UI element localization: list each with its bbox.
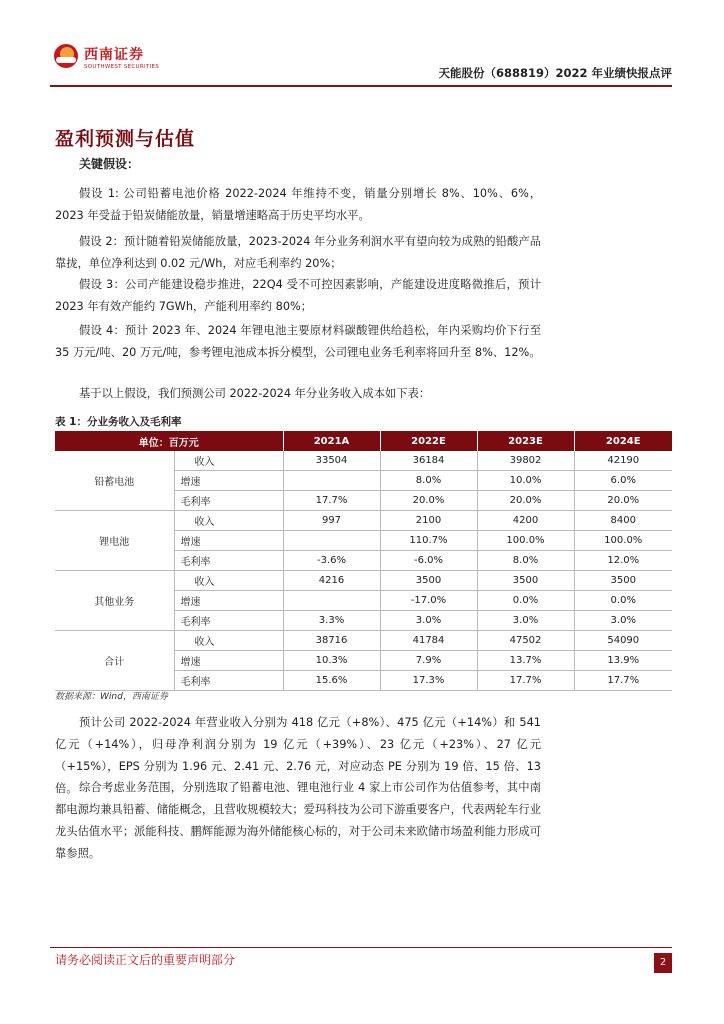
value-cell: 3500 (477, 571, 574, 591)
metric-label: 毛利率 (174, 491, 283, 511)
header-divider (50, 85, 672, 87)
value-cell: 0.0% (477, 591, 574, 611)
segment-table (55, 431, 672, 691)
value-cell: 20.0% (380, 491, 477, 511)
value-cell: 2100 (380, 511, 477, 531)
value-cell: 3.3% (283, 611, 380, 631)
table-intro: 基于以上假设，我们预测公司 2022-2024 年分业务收入成本如下表： (79, 387, 431, 400)
year-header: 2024E (574, 431, 672, 451)
value-cell: -17.0% (380, 591, 477, 611)
table-row (55, 631, 672, 651)
segment-name: 锂电池 (55, 511, 174, 571)
value-cell: 20.0% (477, 491, 574, 511)
assumption-4: 假设 4：预计 2023 年、2024 年锂电池主要原材料碳酸锂供给趋松，年内采购均价下行至 35 万元/吨、20 万元/吨，参考锂电池成本拆分模型，公司锂电业务毛利率将回升至 8%、12%。 (55, 324, 541, 359)
value-cell: 38716 (283, 631, 380, 651)
section-title: 盈利预测与估值 (55, 128, 196, 150)
logo-emblem-icon (54, 44, 78, 68)
value-cell: 54090 (574, 631, 672, 651)
segment-name: 合计 (55, 631, 174, 691)
disclaimer-note: 请务必阅读正文后的重要声明部分 (55, 953, 236, 967)
year-header: 2022E (380, 431, 477, 451)
value-cell: 20.0% (574, 491, 672, 511)
value-cell: 13.7% (477, 651, 574, 671)
logo-en-text: SOUTHWEST SECURITIES (84, 64, 160, 70)
metric-label: 毛利率 (174, 671, 283, 691)
value-cell: 110.7% (380, 531, 477, 551)
value-cell: 36184 (380, 451, 477, 471)
value-cell: 17.7% (477, 671, 574, 691)
value-cell: 0.0% (574, 591, 672, 611)
metric-label: 增速 (174, 651, 283, 671)
metric-label: 增速 (174, 591, 283, 611)
value-cell: 4200 (477, 511, 574, 531)
value-cell: 41784 (380, 631, 477, 651)
value-cell: 47502 (477, 631, 574, 651)
value-cell: 3.0% (380, 611, 477, 631)
value-cell: 17.3% (380, 671, 477, 691)
page-number: 2 (654, 953, 672, 973)
value-cell: 33504 (283, 451, 380, 471)
table-header-row (55, 431, 672, 451)
value-cell: 100.0% (574, 531, 672, 551)
value-cell: -6.0% (380, 551, 477, 571)
table-row (55, 571, 672, 591)
value-cell: 12.0% (574, 551, 672, 571)
value-cell: 39802 (477, 451, 574, 471)
segment-name: 铅蓄电池 (55, 451, 174, 511)
table-caption: 表 1：分业务收入及毛利率 (55, 416, 182, 428)
value-cell: 6.0% (574, 471, 672, 491)
assumption-1: 假设 1: 公司铅蓄电池价格 2022-2024 年维持不变，销量分别增长 8%、10%、6%，2023 年受益于铅炭储能放量，销量增速略高于历史平均水平。 (55, 187, 541, 222)
value-cell: 4216 (283, 571, 380, 591)
unit-header: 单位：百万元 (55, 431, 283, 451)
value-cell: 100.0% (477, 531, 574, 551)
year-header: 2021A (283, 431, 380, 451)
table-source: 数据来源：Wind，西南证券 (55, 692, 168, 702)
value-cell: 8.0% (380, 471, 477, 491)
forecast-paragraph: 预计公司 2022-2024 年营业收入分别为 418 亿元（+8%）、475 亿元（+14%）和 541 亿元（+14%），归母净利润分别为 19 亿元（+39%）、23 亿元（+23%）、27 亿元（+15%），EPS 分别为 1.96 元、2.41 元、2.76 元，对应动态 PE 分别为 19 倍、15 倍、13 倍。 (55, 716, 541, 795)
segment-name: 其他业务 (55, 571, 174, 631)
value-cell: 997 (283, 511, 380, 531)
value-cell: 10.0% (477, 471, 574, 491)
year-header: 2023E (477, 431, 574, 451)
value-cell (283, 591, 380, 611)
page-header (50, 40, 672, 80)
metric-label: 毛利率 (174, 551, 283, 571)
key-assumptions-heading: 关键假设： (79, 157, 140, 171)
assumption-3: 假设 3：公司产能建设稳步推进，22Q4 受不可控因素影响，产能建设进度略微推后，预计 2023 年有效产能约 7GWh，产能利用率约 80%； (55, 278, 541, 313)
value-cell: 15.6% (283, 671, 380, 691)
table-row (55, 511, 672, 531)
metric-label: 收入 (174, 451, 283, 471)
metric-label: 毛利率 (174, 611, 283, 631)
metric-label: 收入 (174, 511, 283, 531)
value-cell: 17.7% (283, 491, 380, 511)
footer-divider (50, 947, 672, 948)
assumption-2: 假设 2：预计随着铅炭储能放量，2023-2024 年分业务利润水平有望向较为成熟的铅酸产品靠拢，单位净利达到 0.02 元/Wh，对应毛利率约 20%； (55, 235, 541, 270)
value-cell: 8400 (574, 511, 672, 531)
value-cell: 3500 (574, 571, 672, 591)
logo-cn-text: 西南证券 (84, 47, 144, 63)
value-cell: 8.0% (477, 551, 574, 571)
table-row (55, 451, 672, 471)
metric-label: 增速 (174, 531, 283, 551)
value-cell: 42190 (574, 451, 672, 471)
value-cell (283, 471, 380, 491)
value-cell (283, 531, 380, 551)
value-cell: 13.9% (574, 651, 672, 671)
metric-label: 收入 (174, 571, 283, 591)
value-cell: 3.0% (477, 611, 574, 631)
report-title: 天能股份（688819）2022 年业绩快报点评 (438, 66, 672, 80)
value-cell: 17.7% (574, 671, 672, 691)
value-cell: 10.3% (283, 651, 380, 671)
value-cell: -3.6% (283, 551, 380, 571)
metric-label: 收入 (174, 631, 283, 651)
valuation-paragraph: 综合考虑业务范围，分别选取了铅蓄电池、锂电池行业 4 家上市公司作为估值参考，其中南都电源均兼具铅蓄、储能概念，且营收规模较大；爱玛科技为公司下游重要客户，代表两轮车行业龙头估值水平；派能科技、鹏辉能源为海外储能核心标的，对于公司未来欧储市场盈利能力形成可靠参照。 (55, 781, 541, 860)
company-logo (50, 40, 170, 74)
value-cell: 3.0% (574, 611, 672, 631)
value-cell: 3500 (380, 571, 477, 591)
value-cell: 7.9% (380, 651, 477, 671)
metric-label: 增速 (174, 471, 283, 491)
